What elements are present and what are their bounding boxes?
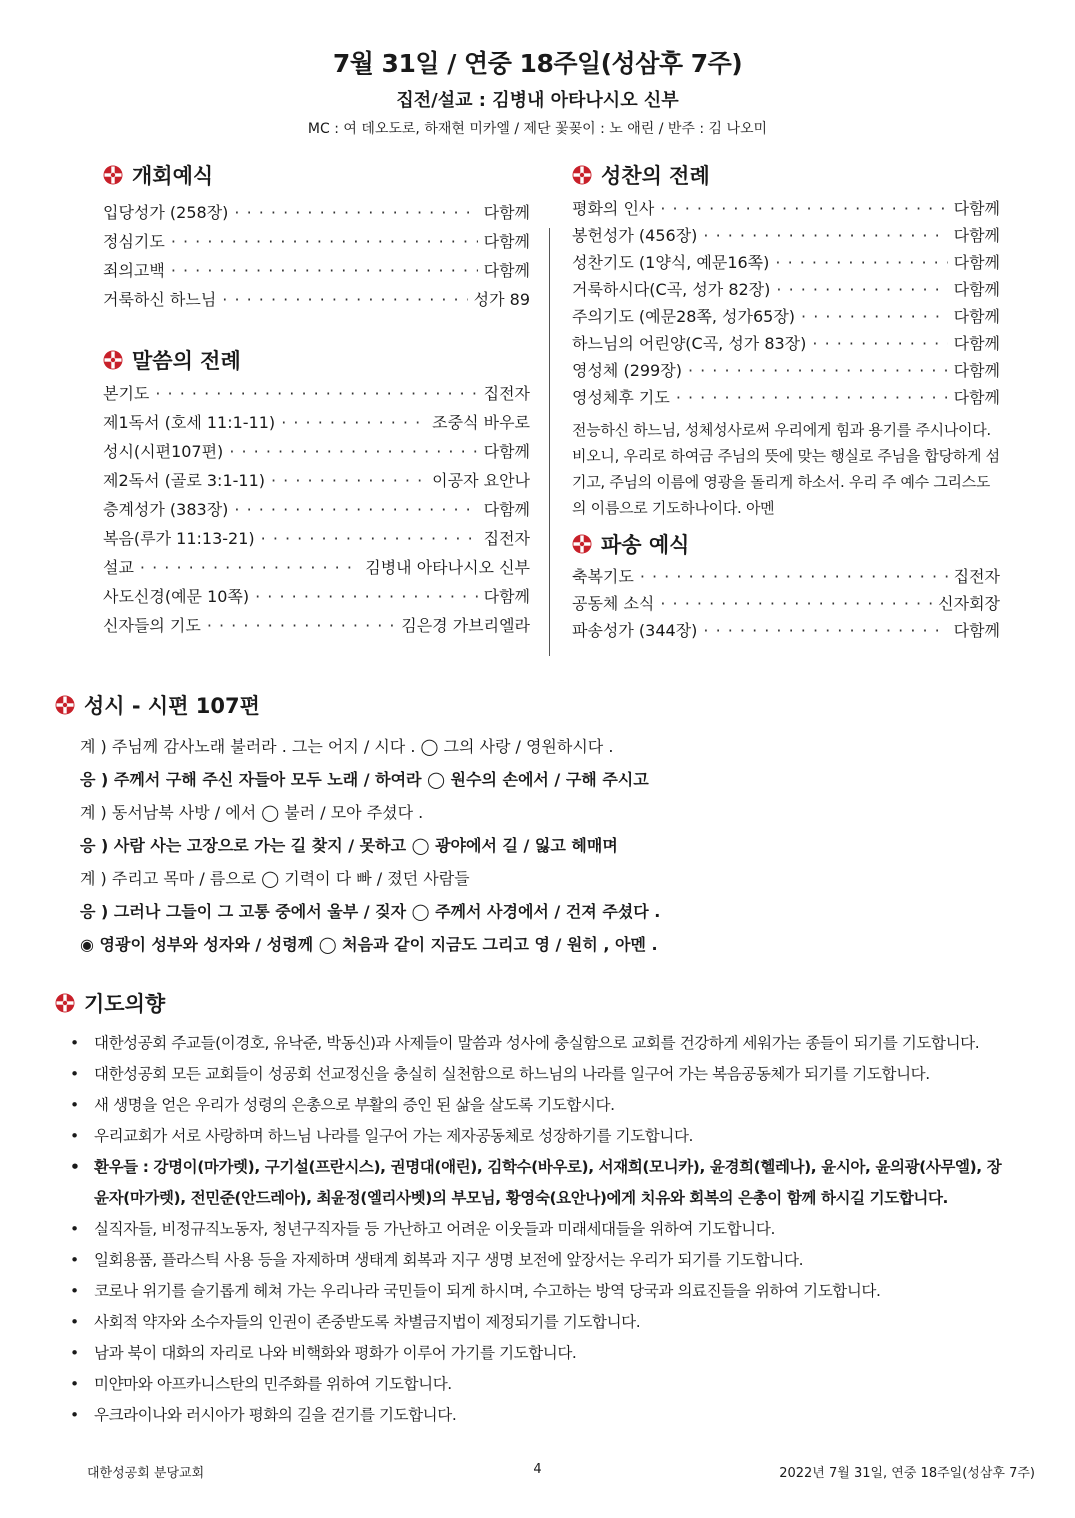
- item-value: 다함께: [483, 587, 530, 606]
- item-value: 다함께: [483, 261, 530, 280]
- page-title: 7월 31일 / 연중 18주일(성삼후 7주): [332, 49, 743, 78]
- list-item: [103, 611, 530, 640]
- list-item: [572, 330, 1000, 357]
- item-value: 집전자: [953, 567, 1000, 586]
- leader-dots: [281, 408, 426, 437]
- dismissal-list: [572, 563, 1000, 644]
- item-label: 성시(시편107편): [103, 442, 224, 461]
- list-item: [572, 195, 1000, 222]
- list-item: • 일회용품, 플라스틱 사용 등을 자제하며 생태계 회복과 지구 생명 보전에 앞장서는 우리가 되기를 기도합니다.: [70, 1245, 1015, 1276]
- leader-dots: [776, 276, 947, 303]
- psalm-line: 계 ) 주님께 감사노래 불러라 . 그는 어지 / 시다 . ◯ 그의 사랑 / 영원하시다 .: [80, 737, 614, 756]
- psalm-line: 응 ) 주께서 구해 주신 자들아 모두 노래 / 하여라 ◯ 원수의 손에서 / 구해 주시고: [80, 770, 649, 789]
- list-item: [572, 384, 1000, 411]
- leader-dots: [234, 495, 477, 524]
- psalm-line: ◉ 영광이 성부와 성자와 / 성령께 ◯ 처음과 같이 지금도 그리고 영 / 원히 , 아멘 .: [80, 935, 658, 954]
- footer-date: 2022년 7월 31일, 연중 18주일(성삼후 7주): [779, 1466, 1035, 1481]
- item-label: 복음(루가 11:13-21): [103, 529, 255, 548]
- leader-dots: [207, 611, 395, 640]
- list-item: [103, 285, 530, 314]
- list-item: [572, 276, 1000, 303]
- list-item: • 우크라이나와 러시아가 평화의 길을 걷기를 기도합니다.: [70, 1400, 1015, 1431]
- item-label: 죄의고백: [103, 261, 165, 280]
- item-value: 다함께: [953, 199, 1000, 218]
- item-label: 주의기도 (예문28쪽, 성가65장): [572, 307, 796, 326]
- psalm-heading: [55, 690, 1015, 720]
- right-column: [572, 160, 1000, 644]
- item-label: 사도신경(예문 10쪽): [103, 587, 250, 606]
- list-item: [572, 249, 1000, 276]
- left-column: [103, 160, 530, 640]
- leader-dots: [171, 256, 478, 285]
- leader-dots: [688, 357, 948, 384]
- list-item: • 대한성공회 주교들(이경호, 유낙준, 박동신)과 사제들이 말씀과 성사에 충실함으로 교회를 건강하게 세워가는 종들이 되기를 기도합니다.: [70, 1028, 1015, 1059]
- list-item: • 새 생명을 얻은 우리가 성령의 은총으로 부활의 증인 된 삶을 살도록 기도합시다.: [70, 1090, 1015, 1121]
- item-value: 신자회장: [938, 594, 1000, 613]
- post-communion-prayer: 전능하신 하느님, 성체성사로써 우리에게 힘과 용기를 주시나이다. 비오니, 우리로 하여금 주님의 뜻에 맞는 행실로 주님을 합당하게 섬기고, 주님의 이름에 영광을 돌리게 하소서. 우리 주 예수 그리스도의 이름으로 기도하나이다. 아멘: [572, 421, 1000, 517]
- list-item: [572, 357, 1000, 384]
- item-label: 거룩하시다(C곡, 성가 82장): [572, 280, 771, 299]
- item-label: 영성체 (299장): [572, 361, 682, 380]
- list-item: [103, 582, 530, 611]
- prayer-list: [55, 1028, 1015, 1431]
- footer-church: 대한성공회 분당교회: [87, 1466, 205, 1481]
- cross-circle-icon: [55, 993, 75, 1013]
- item-label: 하느님의 어린양(C곡, 성가 83장): [572, 334, 807, 353]
- list-item: [103, 466, 530, 495]
- list-item: • 남과 북이 대화의 자리로 나와 비핵화와 평화가 이루어 가기를 기도합니다.: [70, 1338, 1015, 1369]
- item-value: 조중식 바우로: [432, 413, 530, 432]
- eucharist-heading-text: 성찬의 전례: [601, 164, 710, 188]
- item-label: 제1독서 (호세 11:1-11): [103, 413, 276, 432]
- footer-page-number: 4: [533, 1462, 542, 1477]
- celebrant-line: 집전/설교 : 김병내 아타나시오 신부: [396, 90, 679, 111]
- list-item: [572, 590, 1000, 617]
- item-value: 성가 89: [473, 290, 530, 309]
- word-list: [103, 379, 530, 640]
- item-value: 다함께: [483, 500, 530, 519]
- leader-dots: [271, 466, 426, 495]
- psalm-line: 응 ) 그러나 그들이 그 고통 중에서 울부 / 짖자 ◯ 주께서 사경에서 / 건져 주셨다 .: [80, 902, 661, 921]
- item-value: 김은경 가브리엘라: [401, 616, 530, 635]
- list-item: • 실직자들, 비정규직노동자, 청년구직자들 등 가난하고 어려운 이웃들과 미래세대들을 위하여 기도합니다.: [70, 1214, 1015, 1245]
- leader-dots: [140, 553, 359, 582]
- list-item: • 환우들 : 강명이(마가렛), 구기설(프란시스), 권명대(애린), 김학수(바우로), 서재희(모니카), 윤경희(헬레나), 윤시아, 윤의광(사무엘), 장윤자(마가렛), 전민준(안드레아), 최윤정(엘리사벳)의 부모님, 황영숙(요안나)에게 치유와 회복의 은총이 함께 하시길 기도합니다.: [70, 1152, 1015, 1214]
- list-item: [103, 379, 530, 408]
- list-item: [572, 617, 1000, 644]
- eucharist-heading: [572, 160, 1000, 190]
- eucharist-list: [572, 195, 1000, 411]
- cross-circle-icon: [103, 350, 123, 370]
- leader-dots: [812, 330, 947, 357]
- list-item: [572, 563, 1000, 590]
- leader-dots: [660, 195, 947, 222]
- prayers-section: [55, 988, 1015, 1431]
- list-item: [103, 437, 530, 466]
- item-value: 다함께: [483, 203, 530, 222]
- item-value: 집전자: [483, 384, 530, 403]
- leader-dots: [660, 590, 932, 617]
- list-item: [572, 222, 1000, 249]
- opening-list: [103, 198, 530, 314]
- leader-dots: [261, 524, 478, 553]
- cross-circle-icon: [572, 534, 592, 554]
- item-value: 집전자: [483, 529, 530, 548]
- item-label: 정심기도: [103, 232, 165, 251]
- column-divider: [549, 228, 550, 656]
- item-label: 축복기도: [572, 567, 634, 586]
- item-value: 다함께: [483, 232, 530, 251]
- page-header: [0, 44, 1075, 138]
- psalm-line: 계 ) 주리고 목마 / 름으로 ◯ 기력이 다 빠 / 졌던 사람들: [80, 869, 470, 888]
- item-value: 이공자 요안나: [432, 471, 530, 490]
- item-label: 층계성가 (383장): [103, 500, 229, 519]
- list-item: [103, 198, 530, 227]
- dismissal-heading: [572, 529, 1000, 559]
- item-label: 성찬기도 (1양식, 예문16쪽): [572, 253, 770, 272]
- item-label: 설교: [103, 558, 134, 577]
- list-item: [103, 524, 530, 553]
- list-item: • 우리교회가 서로 사랑하며 하느님 나라를 일구어 가는 제자공동체로 성장하기를 기도합니다.: [70, 1121, 1015, 1152]
- list-item: • 코로나 위기를 슬기롭게 헤쳐 가는 우리나라 국민들이 되게 하시며, 수고하는 방역 당국과 의료진들을 위하여 기도합니다.: [70, 1276, 1015, 1307]
- item-label: 신자들의 기도: [103, 616, 201, 635]
- item-value: 김병내 아타나시오 신부: [365, 558, 530, 577]
- leader-dots: [155, 379, 477, 408]
- list-item: [103, 256, 530, 285]
- item-label: 평화의 인사: [572, 199, 655, 218]
- list-item: • 사회적 약자와 소수자들의 인권이 존중받도록 차별금지법이 제정되기를 기도합니다.: [70, 1307, 1015, 1338]
- mc-line: MC : 여 데오도로, 하재현 미카엘 / 제단 꽃꽂이 : 노 애린 / 반주 : 김 나오미: [307, 121, 768, 137]
- prayers-heading-text: 기도의향: [84, 992, 166, 1016]
- psalm-lines: [80, 730, 1015, 961]
- list-item: • 미얀마와 아프카니스탄의 민주화를 위하여 기도합니다.: [70, 1369, 1015, 1400]
- item-value: 다함께: [953, 307, 1000, 326]
- list-item: [103, 553, 530, 582]
- psalm-heading-text: 성시 - 시편 107편: [84, 694, 260, 718]
- leader-dots: [676, 384, 948, 411]
- word-heading: [103, 345, 530, 375]
- leader-dots: [222, 285, 467, 314]
- item-label: 파송성가 (344장): [572, 621, 698, 640]
- item-value: 다함께: [953, 388, 1000, 407]
- item-label: 봉헌성가 (456장): [572, 226, 698, 245]
- item-value: 다함께: [953, 280, 1000, 299]
- item-value: 다함께: [953, 226, 1000, 245]
- item-label: 거룩하신 하느님: [103, 290, 217, 309]
- prayers-heading: [55, 988, 1015, 1018]
- item-label: 본기도: [103, 384, 150, 403]
- list-item: [103, 495, 530, 524]
- dismissal-heading-text: 파송 예식: [601, 533, 690, 557]
- item-label: 영성체후 기도: [572, 388, 670, 407]
- item-value: 다함께: [953, 253, 1000, 272]
- item-value: 다함께: [953, 621, 1000, 640]
- leader-dots: [171, 227, 478, 256]
- list-item: [103, 408, 530, 437]
- item-label: 제2독서 (골로 3:1-11): [103, 471, 265, 490]
- psalm-section: [55, 690, 1015, 961]
- leader-dots: [703, 617, 947, 644]
- psalm-line: 계 ) 동서남북 사방 / 에서 ◯ 불러 / 모아 주셨다 .: [80, 803, 424, 822]
- leader-dots: [229, 437, 477, 466]
- cross-circle-icon: [572, 165, 592, 185]
- item-label: 입당성가 (258장): [103, 203, 229, 222]
- list-item: • 대한성공회 모든 교회들이 성공회 선교정신을 충실히 실천함으로 하느님의 나라를 일구어 가는 복음공동체가 되기를 기도합니다.: [70, 1059, 1015, 1090]
- leader-dots: [255, 582, 478, 611]
- word-heading-text: 말씀의 전례: [132, 349, 241, 373]
- leader-dots: [234, 198, 477, 227]
- item-value: 다함께: [483, 442, 530, 461]
- leader-dots: [801, 303, 948, 330]
- leader-dots: [703, 222, 947, 249]
- cross-circle-icon: [55, 695, 75, 715]
- leader-dots: [640, 563, 948, 590]
- cross-circle-icon: [103, 165, 123, 185]
- item-value: 다함께: [953, 334, 1000, 353]
- opening-heading: [103, 160, 530, 190]
- opening-heading-text: 개회예식: [132, 164, 214, 188]
- list-item: [103, 227, 530, 256]
- item-label: 공동체 소식: [572, 594, 655, 613]
- leader-dots: [775, 249, 947, 276]
- list-item: [572, 303, 1000, 330]
- item-value: 다함께: [953, 361, 1000, 380]
- psalm-line: 응 ) 사람 사는 고장으로 가는 길 찾지 / 못하고 ◯ 광야에서 길 / 잃고 헤매며: [80, 836, 618, 855]
